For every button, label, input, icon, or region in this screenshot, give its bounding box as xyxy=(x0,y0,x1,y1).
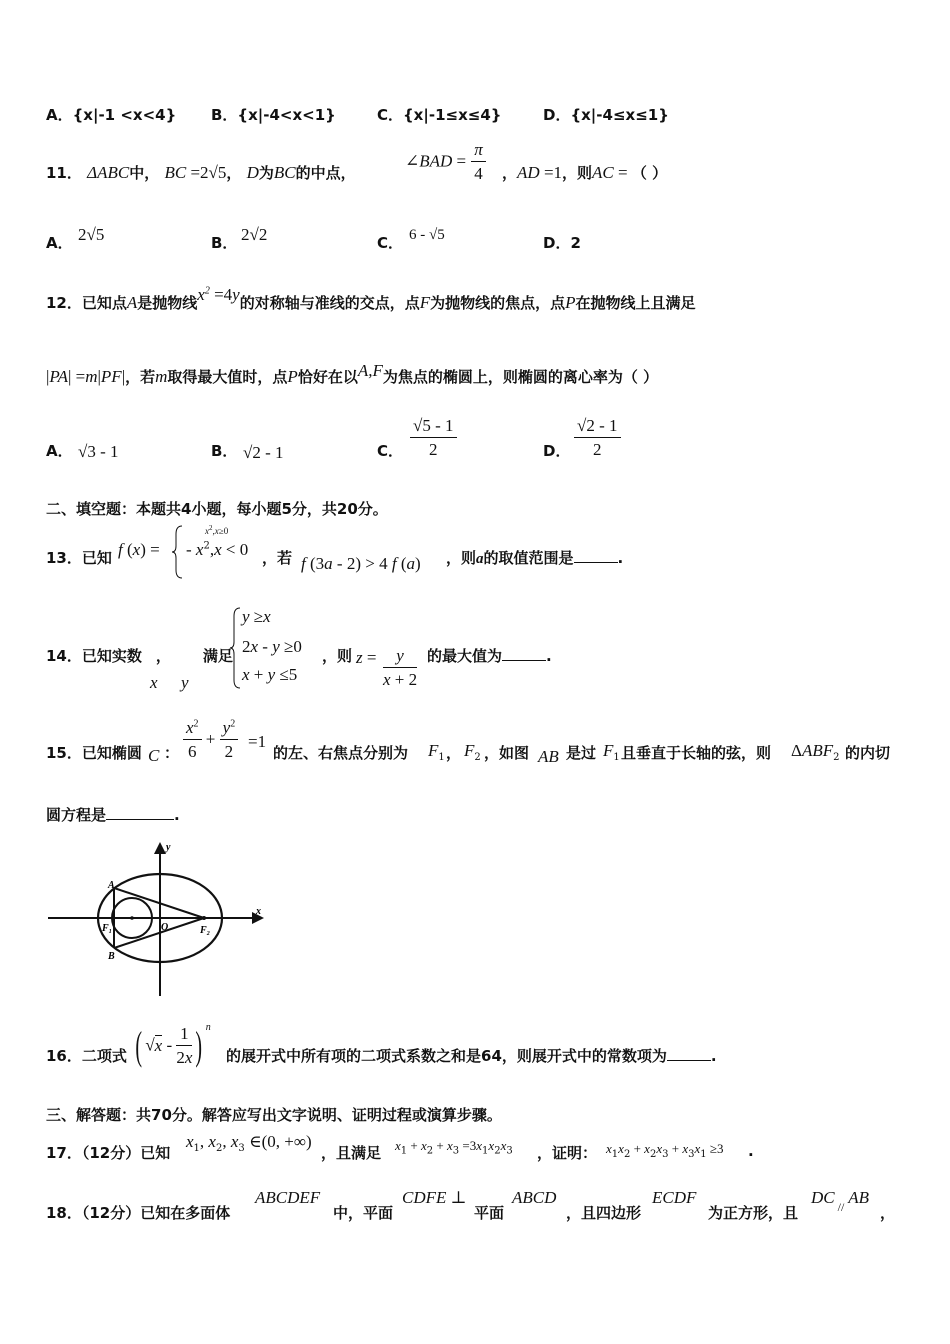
q12-option-d-value xyxy=(574,416,621,460)
q12-text-7: 恰好在以 xyxy=(297,368,358,386)
q13-function: f (x) = xyxy=(118,540,160,559)
q12-text-5: ，若 xyxy=(125,368,156,386)
q13-inequality: f (3a - 2) > 4 f (a) xyxy=(301,554,421,573)
question-12-line1 xyxy=(46,285,696,313)
q13-lead xyxy=(46,547,112,568)
q14-number: 14．已知实数 xyxy=(46,647,142,665)
q18-number: 18．（12分）已知在多面体 xyxy=(46,1204,231,1222)
q12-text-2: 的对称轴与准线的交点，点 xyxy=(239,294,420,312)
q11-ad: AD xyxy=(517,163,540,182)
fig-label-f2: F₂ xyxy=(200,925,211,936)
q12-text-6: 取得最大值时，点 xyxy=(167,368,288,386)
focus-f2 xyxy=(202,916,206,920)
q15-text-7: 的内切 xyxy=(845,744,891,762)
q11-text-4: 的中点， xyxy=(295,164,356,182)
q11-d: D xyxy=(246,163,259,182)
section-2-heading: 二、填空题：本题共4小题，每小题5分，共20分。 xyxy=(46,500,388,518)
q15-line2 xyxy=(46,804,180,825)
q11-option-a-label: A． xyxy=(46,234,73,252)
q11-text-5: ， xyxy=(502,164,518,182)
q11-option-a xyxy=(46,232,73,253)
q17-text-1: ，且满足 xyxy=(321,1144,382,1162)
q12-text-3: 为抛物线的焦点，点 xyxy=(430,294,566,312)
q18-text-1: 中，平面 xyxy=(333,1204,394,1222)
section-3-heading: 三、解答题：共70分。解答应写出文字说明、证明过程或演算步骤。 xyxy=(46,1106,502,1124)
q14-text-3: ，则 xyxy=(322,647,353,665)
q11-text-1: 中， xyxy=(129,164,160,182)
q11-option-c xyxy=(377,232,403,253)
q12-option-d: D． xyxy=(543,442,571,460)
q12-option-c: C． xyxy=(377,442,404,460)
q18-parallel: DC $_{//}$ AB xyxy=(811,1188,870,1214)
q13-text-2: ，则 xyxy=(446,549,477,567)
q13-text-1: ，若 xyxy=(262,549,293,567)
q14-constraint-2: 2x - y ≥0 xyxy=(242,637,302,656)
q14-objective: z = xyxy=(356,648,377,667)
q11-text-2: ， xyxy=(226,164,242,182)
q14-objective-frac: $\frac{y}{x + 2}$ xyxy=(383,646,418,689)
q18-abcd: ABCD xyxy=(512,1188,557,1207)
q18-text-5: ， xyxy=(880,1204,896,1222)
q14-text-5: . xyxy=(546,647,552,665)
q14-x: x xyxy=(150,673,158,692)
fig-label-a: A xyxy=(108,880,115,891)
q17-condition-eq: $x_1 + x_2 + x_3 =3x_1x_2x_3$ xyxy=(395,1138,513,1157)
q15-eq-one: =1 xyxy=(248,732,267,751)
q18-cdfe: CDFE ⊥ xyxy=(402,1188,467,1207)
q15-text-5: 是过 xyxy=(566,744,597,762)
q15-text-3: ， xyxy=(446,744,462,762)
q13-number: 13．已知 xyxy=(46,549,112,567)
q16-text-1: 的展开式中所有项的二项式系数之和是64，则展开式中的常数项为 xyxy=(226,1047,667,1065)
q10-option-a: A．{x|-1 <x<4} xyxy=(46,106,177,124)
q17-condition-set: $x_1$, $x_2$, $x_3$ ∈(0, +∞) xyxy=(186,1132,312,1155)
fig-label-x: x xyxy=(256,906,261,917)
q16-lead xyxy=(46,1045,127,1066)
q15-ellipse-eq: $\frac{x^2}{6}$ + $\frac{y^2}{2}$ xyxy=(183,718,238,762)
q11-bc-val: =2√5 xyxy=(186,163,227,182)
q15-text-4: ，如图 xyxy=(484,744,530,762)
q18-text-4: 为正方形，且 xyxy=(708,1204,799,1222)
q11-option-b xyxy=(211,232,237,253)
q12-f: F xyxy=(419,293,431,312)
q14-text-1: ， xyxy=(155,647,171,665)
q18-ecdf: ECDF xyxy=(652,1188,697,1207)
q17-number: 17．（12分）已知 xyxy=(46,1144,171,1162)
q14-text-4: 的最大值为 xyxy=(427,647,503,665)
q12-option-a: A． xyxy=(46,442,73,460)
q11-option-d: D．2 xyxy=(543,234,581,252)
q17-text-2: ，证明： xyxy=(537,1144,598,1162)
q15-c: C xyxy=(148,746,160,765)
q15-f2: $F_2$ xyxy=(464,741,481,764)
q16-number: 16．二项式 xyxy=(46,1047,127,1065)
q17-lead xyxy=(46,1142,170,1163)
q13-a: a xyxy=(476,551,484,567)
q15-text-6: 且垂直于长轴的弦，则 xyxy=(621,744,772,762)
q18-text-3: ，且四边形 xyxy=(566,1204,642,1222)
q14-tail xyxy=(427,645,552,666)
q15-lead xyxy=(46,742,142,763)
q15-line2-text: 圆方程是 xyxy=(46,806,107,824)
q12-text-1: 是抛物线 xyxy=(137,294,198,312)
q12-parabola: $x^2 =4y$ xyxy=(197,285,240,304)
fig-label-y: y xyxy=(166,842,171,853)
q15-number: 15．已知椭圆 xyxy=(46,744,142,762)
q16-answer-blank[interactable] xyxy=(667,1046,711,1061)
q14-brace xyxy=(230,606,242,690)
q18-lead xyxy=(46,1202,230,1223)
q12-af: A,F xyxy=(357,361,383,380)
q11-text-6: ，则 xyxy=(562,164,593,182)
q11-bc-eq: BC xyxy=(164,163,187,182)
question-12-line2 xyxy=(46,361,659,387)
q15-triangle: $\Delta ABF_2$ xyxy=(791,741,840,764)
q12-p2: P xyxy=(287,367,298,386)
q12-text-4: 在抛物线上且满足 xyxy=(575,294,696,312)
q12-c-denominator: 2 xyxy=(429,440,438,459)
q13-piece-2: - $x^2,x < 0$ xyxy=(186,540,249,559)
q11-text-3: 为 xyxy=(258,164,274,182)
q12-number: 12．已知点 xyxy=(46,294,127,312)
q18-abcdef: ABCDEF xyxy=(255,1188,321,1207)
q12-option-c-value xyxy=(410,416,457,460)
q11-option-b-value: 2√2 xyxy=(241,225,268,244)
q12-d-denominator: 2 xyxy=(593,440,602,459)
fig-label-f1: F₁ xyxy=(102,923,113,934)
q11-bc: BC xyxy=(273,163,296,182)
q11-text-7: （ ） xyxy=(631,164,668,182)
q11-eq: = xyxy=(613,163,632,182)
q12-option-b-value: √2 - 1 xyxy=(243,443,284,462)
q18-text-2: 平面 xyxy=(474,1204,505,1222)
q12-d-numerator: √2 - 1 xyxy=(574,416,621,438)
q10-option-d: D．{x|-4≤x≤1} xyxy=(543,106,669,124)
q14-answer-blank[interactable] xyxy=(502,646,546,661)
ellipse-figure xyxy=(44,838,274,1003)
q14-text-2: 满足 xyxy=(202,647,233,665)
q10-option-c: C．{x|-1≤x≤4} xyxy=(377,106,502,124)
q16-binomial: ( √x - $\frac{1}{2x}$ ) $^n$ xyxy=(135,1022,211,1068)
q12-option-a-value: √3 - 1 xyxy=(78,442,119,461)
q16-text-2: . xyxy=(710,1047,717,1065)
q13-text-4: 的取值范围是 xyxy=(483,549,574,567)
q14-lead xyxy=(46,645,233,666)
q13-text-5: . xyxy=(617,549,624,567)
q14-constraint-3: x + y ≤5 xyxy=(242,665,298,684)
fig-label-o: O xyxy=(161,922,169,933)
q12-a: A xyxy=(126,293,138,312)
q15-ab: AB xyxy=(538,747,559,766)
q12-p: P xyxy=(565,293,576,312)
q15-f1-b: $F_1$ xyxy=(603,741,620,764)
q12-condition: |PA| =m|PF| xyxy=(46,367,126,386)
fig-label-b: B xyxy=(108,951,115,962)
q15-answer-blank[interactable] xyxy=(106,805,174,820)
q12-text-8: 为焦点的椭圆上，则椭圆的离心率为（ ） xyxy=(382,368,659,386)
q13-answer-blank[interactable] xyxy=(574,548,618,563)
q12-m: m xyxy=(155,367,168,386)
q15-text-2: 的左、右焦点分别为 xyxy=(273,744,409,762)
q14-y: y xyxy=(181,673,189,692)
incircle-center xyxy=(130,916,134,920)
q11-ad-val: =1 xyxy=(539,163,563,182)
q13-piece-1: $x^2,x\ge 0$ xyxy=(205,524,229,536)
q11-option-a-value: 2√5 xyxy=(78,225,105,244)
q12-c-numerator: √5 - 1 xyxy=(410,416,457,438)
q11-option-c-value: 6 - √5 xyxy=(409,227,445,243)
q17-claim: $x_1x_2 + x_2x_3 + x_3x_1 \ge 3$ xyxy=(606,1141,724,1161)
question-11 xyxy=(46,162,356,183)
q11-option-b-label: B． xyxy=(211,234,238,252)
q11-angle-bad: ∠BAD = $\frac{\pi}{4}$ xyxy=(405,140,486,184)
q11-tail xyxy=(502,162,667,183)
q15-f1: $F_1$ xyxy=(428,741,445,764)
q10-option-b: B．{x|-4<x<1} xyxy=(211,106,336,124)
q13-tail xyxy=(446,547,623,568)
q13-brace xyxy=(172,524,186,580)
q17-text-3: . xyxy=(748,1142,754,1160)
q14-constraint-1: y ≥x xyxy=(242,607,271,626)
q11-option-c-label: C． xyxy=(377,234,404,252)
q11-triangle: ΔABC xyxy=(87,163,130,182)
q11-number: 11． xyxy=(46,164,82,182)
q15-end: . xyxy=(174,806,180,824)
q16-tail xyxy=(226,1045,717,1066)
q15-colon: ： xyxy=(164,744,180,762)
q12-option-b: B． xyxy=(211,442,238,460)
q11-ac: AC xyxy=(592,163,614,182)
